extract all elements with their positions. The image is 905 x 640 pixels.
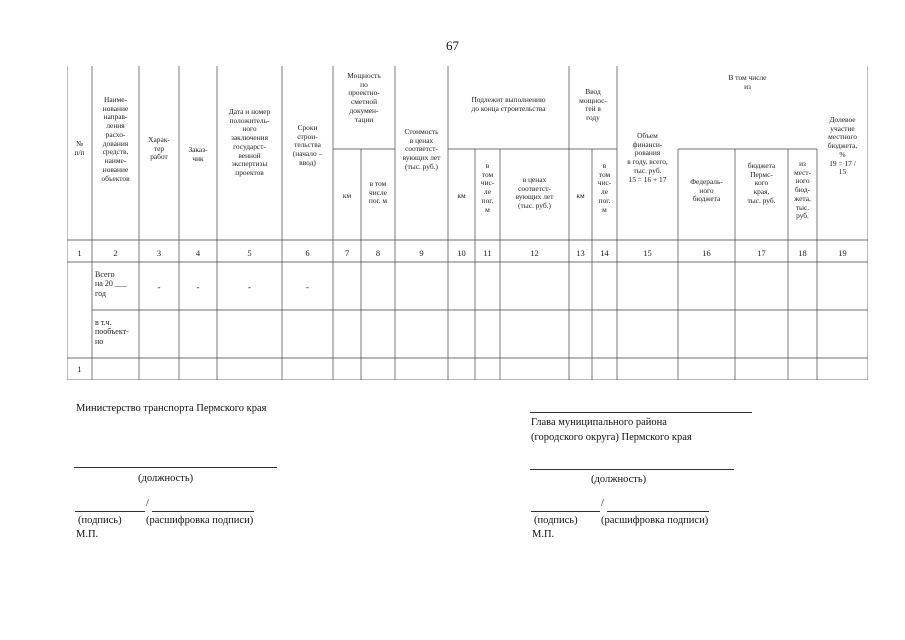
right-title-line2: (городского округа) Пермского края [531, 432, 692, 443]
header-remaining-m: в том чис- ле пог. м [480, 161, 495, 214]
page-number: 67 [446, 38, 459, 53]
left-sign-line [75, 511, 145, 512]
right-position-caption: (должность) [591, 474, 647, 485]
header-customer: Заказ- чик [188, 145, 208, 163]
row-first-number: 1 [77, 364, 82, 374]
row-total-dash: - [248, 282, 251, 292]
header-remaining-group: Подлежит выполнению до конца строительства [471, 95, 546, 113]
header-capacity-m: в том числе пог. м [368, 179, 388, 206]
right-decode-line [607, 511, 709, 512]
right-stamp: М.П. [532, 529, 555, 540]
header-number: № п/п [74, 139, 85, 157]
column-number: 16 [702, 248, 711, 258]
header-cost: Стоимость в ценах соответст- вующих лет (тыс. руб.) [402, 127, 441, 171]
row-total-label: Всего на 20 ___ год [95, 270, 127, 298]
header-expertise: Дата и номер положитель- ного заключения государст- венной экспертизы проектов [228, 107, 271, 178]
header-direction: Наиме- нование направ- ления расхо- дования средств, наиме- нование объектов [101, 95, 130, 183]
header-capacity-km: км [342, 191, 352, 200]
column-number: 7 [344, 248, 350, 258]
column-number: 5 [247, 248, 252, 258]
investment-table [67, 66, 868, 380]
column-number: 1 [77, 248, 82, 258]
column-number: 2 [113, 248, 118, 258]
right-decode-caption: (расшифровка подписи) [601, 515, 709, 526]
header-financing: Объем финанси- рования в году, всего, тыс. руб. 15 = 16 + 17 [627, 131, 668, 184]
column-number: 12 [530, 248, 539, 258]
header-remaining-km: км [457, 191, 466, 200]
left-position-caption: (должность) [138, 473, 194, 484]
row-by-object-label: в т.ч. пообъект- но [95, 318, 129, 346]
left-decode-line [152, 511, 254, 512]
row-total-dash: - [157, 282, 161, 292]
header-share: Долевое участие местного бюджета, % 19 = 17 / 15 [827, 115, 858, 177]
column-number: 8 [375, 248, 381, 258]
left-sign-caption: (подпись) [78, 515, 122, 526]
row-total-dash: - [196, 282, 200, 292]
left-position-line [74, 467, 277, 468]
header-including-group: В том числе из [728, 73, 767, 91]
header-terms: Сроки строи- тельства (начало – ввод) [292, 123, 323, 167]
left-org-name: Министерство транспорта Пермского края [76, 403, 267, 414]
header-regional: бюджета Пермс- кого края, тыс. руб. [747, 161, 776, 205]
header-work-type: Харак- тер работ [148, 135, 170, 162]
column-number: 13 [576, 248, 585, 258]
column-number: 18 [798, 248, 807, 258]
right-sign-line [531, 511, 600, 512]
column-number: 17 [757, 248, 766, 258]
right-title-line1: Глава муниципального района [531, 417, 667, 428]
left-stamp: М.П. [76, 529, 99, 540]
right-position-line [530, 469, 734, 470]
column-number: 9 [419, 248, 424, 258]
column-number: 10 [457, 248, 466, 258]
header-capacity-group: Мощность по проектно- сметной докумен- тации [347, 71, 381, 124]
right-sign-caption: (подпись) [534, 515, 578, 526]
right-top-line [530, 412, 752, 413]
header-local: из мест- ного бюд- жета, тыс. руб. [793, 159, 812, 221]
header-commission-group: Ввод мощнос- тей в году [579, 87, 607, 123]
left-slash: / [146, 498, 149, 509]
row-total-dash: - [306, 282, 309, 292]
header-commission-km: км [576, 191, 585, 200]
column-number: 4 [195, 248, 201, 258]
column-number: 11 [483, 248, 492, 258]
column-number: 15 [643, 248, 652, 258]
left-decode-caption: (расшифровка подписи) [146, 515, 254, 526]
column-number: 3 [156, 248, 162, 258]
header-remaining-cost: в ценах соответст- вующих лет (тыс. руб.) [515, 175, 554, 211]
column-number: 6 [305, 248, 310, 258]
column-number: 14 [600, 248, 609, 258]
header-commission-m: в том чис- ле пог. м [597, 161, 612, 214]
column-number: 19 [838, 248, 847, 258]
right-slash: / [601, 498, 604, 509]
header-federal: Федераль- ного бюджета [690, 177, 723, 204]
